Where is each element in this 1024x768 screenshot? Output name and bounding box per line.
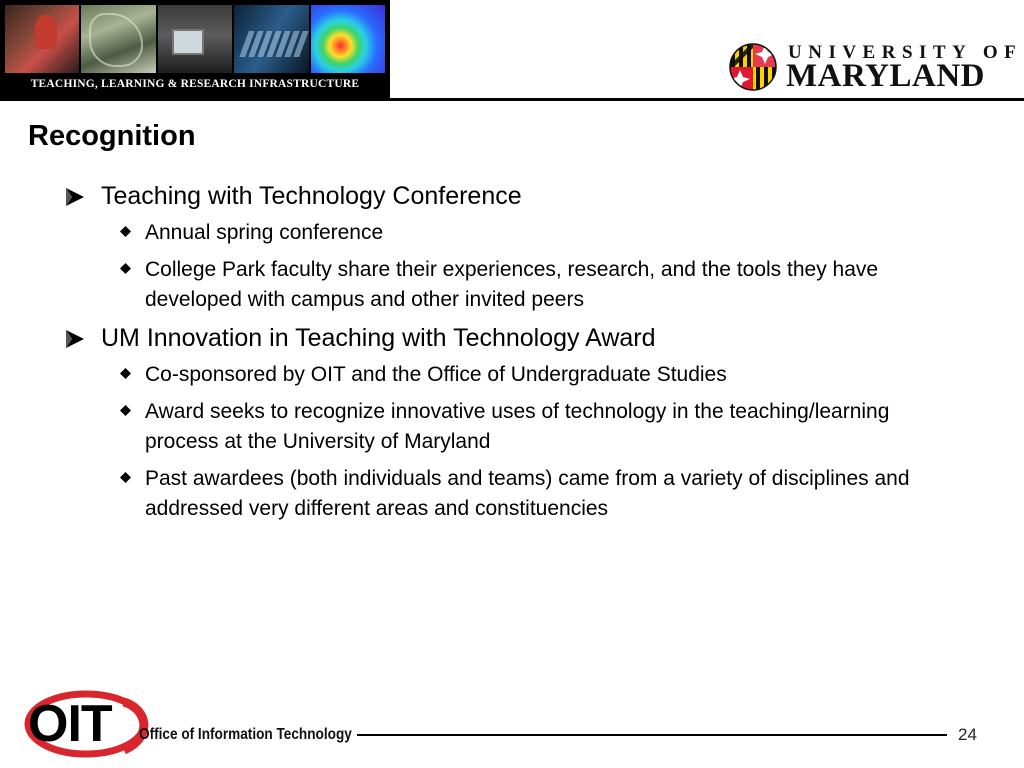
header-banner xyxy=(0,0,390,101)
bullet-level2 xyxy=(0,255,1024,315)
sub-bullet-text: Annual spring conference xyxy=(145,221,384,244)
arrowhead-bullet-icon xyxy=(64,186,86,208)
slide-body xyxy=(0,180,1024,531)
bullet-level2 xyxy=(0,360,1024,390)
banner-caption: TEACHING, LEARNING & RESEARCH INFRASTRUCTURE xyxy=(30,78,360,90)
diamond-bullet-icon xyxy=(120,405,131,416)
bullet-level2 xyxy=(0,464,1024,524)
banner-photo-keyboard xyxy=(234,5,308,73)
footer-rule xyxy=(357,734,947,736)
page-number: 24 xyxy=(958,725,977,744)
maryland-flag-seal-icon xyxy=(728,42,778,92)
sub-bullet-text: College Park faculty share their experiences, research, and the tools they have developed with campus and other invited peers xyxy=(145,258,879,311)
bullet-level1 xyxy=(0,322,1024,354)
banner-photo-simulation xyxy=(311,5,385,73)
diamond-bullet-icon xyxy=(120,368,131,379)
bullet-level2 xyxy=(0,218,1024,248)
slide-title: Recognition xyxy=(28,120,196,152)
oit-letters: OIT xyxy=(28,695,112,753)
sub-bullet-text: Award seeks to recognize innovative uses of technology in the teaching/learning process at the University of Maryland xyxy=(145,400,890,453)
banner-photo-map xyxy=(81,5,155,73)
sub-bullet-text: Past awardees (both individuals and teams) came from a variety of disciplines and addressed very different areas and constituencies xyxy=(145,467,910,520)
arrowhead-bullet-icon xyxy=(64,328,86,350)
sub-bullet-text: Co-sponsored by OIT and the Office of Undergraduate Studies xyxy=(145,363,727,386)
diamond-bullet-icon xyxy=(120,263,131,274)
oit-full-name: Office of Information Technology xyxy=(139,726,352,743)
diamond-bullet-icon xyxy=(120,472,131,483)
maryland-text: MARYLAND xyxy=(786,58,985,94)
umd-logo xyxy=(728,40,1023,96)
header-rule xyxy=(390,98,1024,101)
banner-photo-computers xyxy=(158,5,232,73)
bullet-text: UM Innovation in Teaching with Technology Award xyxy=(101,324,656,352)
bullet-level2 xyxy=(0,397,1024,457)
bullet-text: Teaching with Technology Conference xyxy=(101,182,522,210)
university-of-text: UNIVERSITY OF xyxy=(788,42,1023,63)
banner-photo-people xyxy=(5,5,79,73)
diamond-bullet-icon xyxy=(120,226,131,237)
banner-photo-strip xyxy=(5,5,385,73)
bullet-level1 xyxy=(0,180,1024,212)
oit-logo xyxy=(24,688,354,758)
